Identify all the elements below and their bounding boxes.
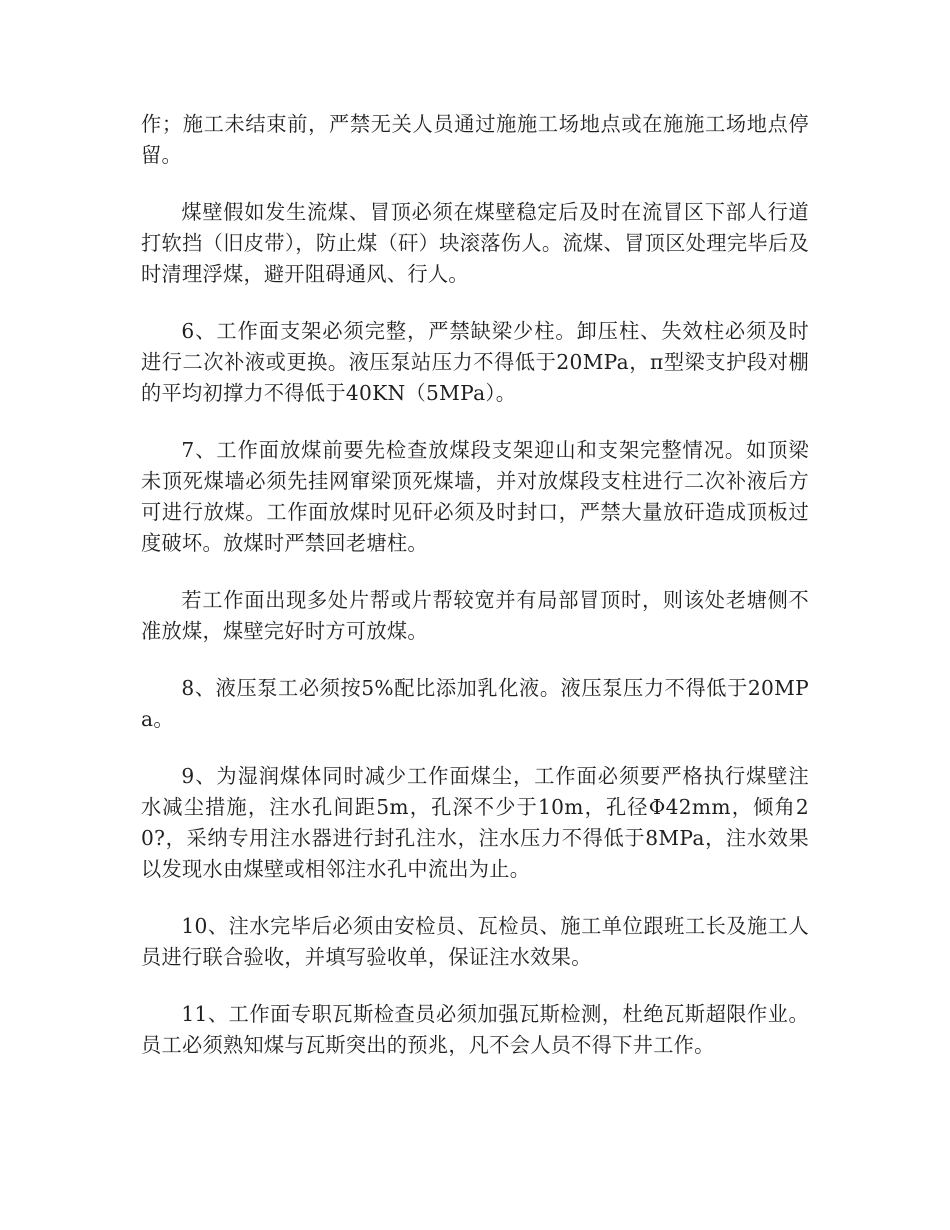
paragraph-item-10: 10、注水完毕后必须由安检员、瓦检员、施工单位跟班工长及施工人员进行联合验收，并填写验收单，保证注水效果。 <box>141 914 809 969</box>
paragraph-continuation: 作；施工未结束前，严禁无关人员通过施施工场地点或在施施工场地点停留。 <box>141 112 809 167</box>
paragraph-rib-spalling: 若工作面出现多处片帮或片帮较宽并有局部冒顶时，则该处老塘侧不准放煤，煤壁完好时方可放煤。 <box>141 588 809 643</box>
paragraph-item-11: 11、工作面专职瓦斯检查员必须加强瓦斯检测，杜绝瓦斯超限作业。员工必须熟知煤与瓦斯突出的预兆，凡不会人员不得下井工作。 <box>141 1002 809 1057</box>
paragraph-item-7: 7、工作面放煤前要先检查放煤段支架迎山和支架完整情况。如顶梁未顶死煤墙必须先挂网窜梁顶死煤墙，并对放煤段支柱进行二次补液后方可进行放煤。工作面放煤时见矸必须及时封口，严禁大量放矸造成顶板过度破坏。放煤时严禁回老塘柱。 <box>141 438 809 555</box>
paragraph-coal-wall-collapse: 煤壁假如发生流煤、冒顶必须在煤壁稳定后及时在流冒区下部人行道打软挡（旧皮带），防止煤（矸）块滚落伤人。流煤、冒顶区处理完毕后及时清理浮煤，避开阻碍通风、行人。 <box>141 200 809 286</box>
document-body <box>141 109 809 1061</box>
paragraph-item-9: 9、为湿润煤体同时减少工作面煤尘，工作面必须要严格执行煤壁注水减尘措施，注水孔间距5m，孔深不少于10m，孔径Φ42mm，倾角20?，采纳专用注水器进行封孔注水，注水压力不得低于8MPa，注水效果以发现水由煤壁或相邻注水孔中流出为止。 <box>141 764 809 881</box>
paragraph-item-6: 6、工作面支架必须完整，严禁缺梁少柱。卸压柱、失效柱必须及时进行二次补液或更换。液压泵站压力不得低于20MPa，π型梁支护段对棚的平均初撑力不得低于40KN（5MPa）。 <box>141 319 809 405</box>
paragraph-item-8: 8、液压泵工必须按5%配比添加乳化液。液压泵压力不得低于20MPa。 <box>141 676 809 731</box>
